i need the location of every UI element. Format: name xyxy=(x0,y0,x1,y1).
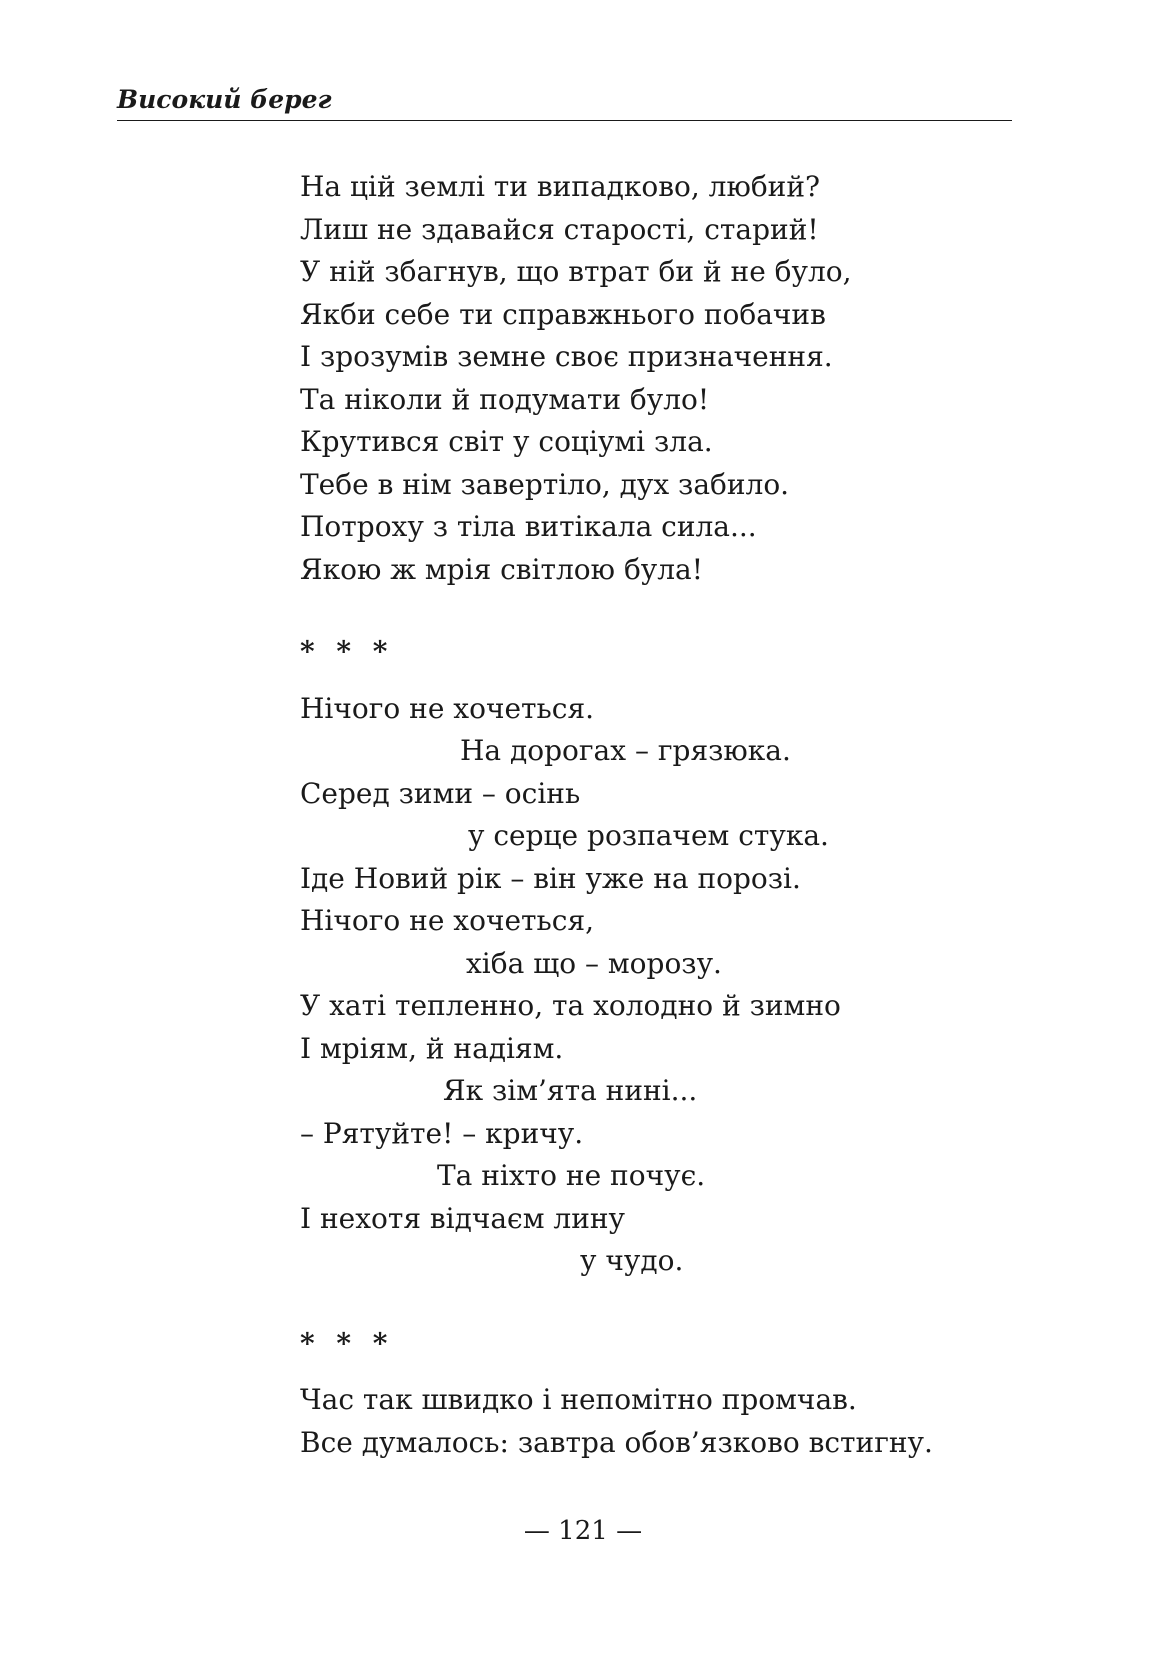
poem-line: у чудо. xyxy=(580,1244,684,1277)
asterism-separator: * * * xyxy=(300,635,394,668)
poem-line: – Рятуйте! – кричу. xyxy=(300,1116,584,1150)
poem-line: Іде Новий рік – він уже на порозі. xyxy=(300,861,801,895)
page-number: — 121 — xyxy=(523,1516,643,1546)
poem-line: у серце розпачем стука. xyxy=(468,819,829,852)
running-header xyxy=(117,80,1012,121)
stanza-gap xyxy=(300,1283,1000,1323)
poem-line: Якби себе ти справжнього побачив xyxy=(300,297,826,331)
poem-line: Тебе в нім завертіло, дух забило. xyxy=(300,467,790,501)
poem-line: І зрозумів земне своє призначення. xyxy=(300,340,833,373)
poem-line: У ній збагнув, що втрат би й не було, xyxy=(300,255,852,288)
poem-line: Та ніхто не почує. xyxy=(437,1159,706,1192)
poem-body xyxy=(300,166,1000,1464)
poem-line: Та ніколи й подумати було! xyxy=(300,382,710,416)
poem-line: Крутився світ у соціумі зла. xyxy=(300,425,713,458)
separator-gap xyxy=(300,674,1000,688)
poem-line: Потроху з тіла витікала сила... xyxy=(300,510,757,543)
asterism-separator: * * * xyxy=(300,1326,394,1360)
poem-line: Все думалось: завтра обов’язково встигну. xyxy=(300,1425,933,1459)
poem-1 xyxy=(300,166,1000,591)
poem-line: І нехотя відчаєм лину xyxy=(300,1201,626,1235)
poem-line: Серед зими – осінь xyxy=(300,776,581,810)
running-header-title: Високий берег xyxy=(117,85,332,114)
poem-line: Якою ж мрія світлою була! xyxy=(300,552,704,586)
poem-line: Час так швидко і непомітно промчав. xyxy=(300,1383,857,1416)
poem-line: Нічого не хочеться, xyxy=(300,904,595,937)
separator-gap xyxy=(300,1365,1000,1379)
poem-2 xyxy=(300,688,1000,1283)
poem-line: На дорогах – грязюка. xyxy=(460,734,791,767)
poem-line: І мріям, й надіям. xyxy=(300,1031,564,1065)
poem-line: Як зім’ята нині... xyxy=(443,1074,698,1107)
poem-line: На цій землі ти випадково, любий? xyxy=(300,170,821,203)
poem-line: Лиш не здавайся старості, старий! xyxy=(300,212,819,246)
poem-line: хіба що – морозу. xyxy=(466,946,722,980)
poem-line: Нічого не хочеться. xyxy=(300,691,595,725)
poem-line: У хаті тепленно, та холодно й зимно xyxy=(300,989,841,1022)
poem-3 xyxy=(300,1379,1000,1464)
stanza-gap xyxy=(300,591,1000,631)
